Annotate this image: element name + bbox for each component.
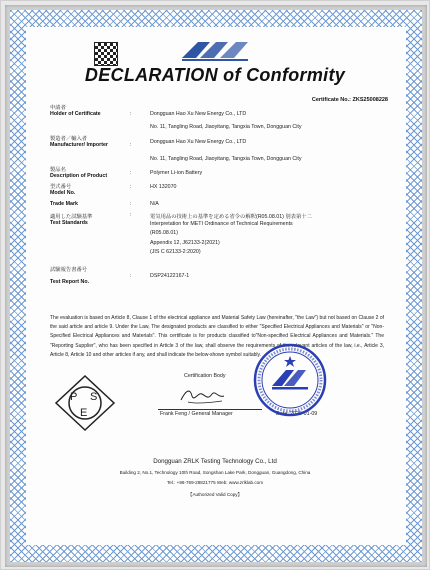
colon: :: [130, 212, 132, 218]
footer-valid-copy: 【Authorized Valid Copy】: [187, 492, 243, 497]
standards-line-4: Appendix 12, J62133-2(2021): [150, 240, 220, 246]
colon: :: [130, 201, 132, 207]
product-label: Description of Product: [50, 173, 108, 179]
product-value: Polymer Li-ion Battery: [150, 170, 203, 176]
standards-label: Test Standards: [50, 220, 88, 226]
colon: :: [130, 273, 132, 279]
colon: :: [130, 142, 132, 148]
standards-line-3: (R05.08.01): [150, 230, 178, 236]
colon: :: [130, 170, 132, 176]
svg-text:P: P: [70, 391, 78, 403]
report-value: DSP24122167-1: [150, 273, 190, 279]
trademark-label: Trade Mark: [50, 201, 78, 207]
model-label: Model No.: [50, 190, 76, 196]
signature-image: [178, 384, 228, 406]
manufacturer-name: Dongguan Hao Xu New Energy Co., LTD: [150, 139, 247, 145]
zrlk-logo: [180, 36, 252, 64]
footer-contact: Tel.: +86-769-28821775 Web: www.zrlklab.com: [166, 480, 264, 485]
product-label-jp: 製品名: [50, 167, 66, 173]
colon: :: [130, 184, 132, 190]
standards-line-2: Interpretation for METI Ordinance of Technical Requirements: [150, 221, 293, 227]
signature-line: [158, 409, 262, 410]
document-title: DECLARATION of Conformity: [84, 65, 346, 85]
svg-text:E: E: [80, 407, 88, 419]
model-label-jp: 型式番号: [50, 184, 72, 190]
signatory-name: Frank Feng / General Manager: [160, 411, 233, 417]
holder-label-jp: 申請者: [50, 105, 66, 111]
svg-text:S: S: [90, 391, 98, 403]
footer-address: Building 2, No.1, Technology 10th Road, Songshan Lake Park, Dongguan, Guangdong, China: [119, 470, 311, 475]
qr-code-icon: [94, 42, 118, 66]
standards-line-5: (JIS C 62133-2:2020): [150, 249, 201, 255]
trademark-value: N/A: [150, 201, 159, 207]
manufacturer-label: Manufacturer/ Importer: [50, 142, 108, 148]
certificate-number: Certificate No.: ZKS25008228: [311, 97, 388, 103]
evaluation-statement: The evaluation is based on Article 8, Clause 1 of the electrical appliance and Material Safety Law (hereinafter, "the Law") but not based on Clause 2 of the said article and article 9. Under the Law, The designated products are classified to either "Specified Electrical Appliances and Materials" or "Non-Specified Electrical Appliances and Materials". This certificate is for products classified to"Non-specified Electrical Appliances and Materials." The "Reporting Supplier", who has been specified in Article 3 of the law, shall observe the requirements of the relevant articles of the law, i.e., Article 3, Article 8, Article 10 and other articles if any, and shall indicate the below-shown symbol suitably.: [50, 315, 384, 358]
footer-company: Dongguan ZRLK Testing Technology Co., Ltd: [153, 458, 277, 465]
report-label: Test Report No.: [50, 279, 90, 285]
manufacturer-label-jp: 製造者／輸入者: [50, 136, 88, 142]
standards-label-jp: 適用した試験基準: [50, 214, 93, 220]
holder-name: Dongguan Hao Xu New Energy Co., LTD: [150, 111, 247, 117]
issue-date: Date: 2025-01-09: [276, 411, 318, 417]
colon: :: [130, 111, 132, 117]
manufacturer-address: No. 11, Tangling Road, Jiaoyitang, Tangxia Town, Dongguan City: [150, 156, 302, 162]
report-label-jp: 試験報告書番号: [50, 267, 88, 273]
holder-label: Holder of Certificate: [50, 111, 101, 117]
certificate-sheet: [26, 27, 406, 545]
certification-body-label: Certification Body: [184, 373, 226, 379]
standards-line-1: 電気用品の技術上の基準を定める省令の解釈(R05.08.01) 別表第十二: [150, 214, 312, 220]
official-seal: [252, 342, 328, 418]
holder-address: No. 11, Tangling Road, Jiaoyitang, Tangxia Town, Dongguan City: [150, 124, 302, 130]
pse-mark-icon: [52, 372, 118, 434]
model-value: HX 132070: [150, 184, 177, 190]
